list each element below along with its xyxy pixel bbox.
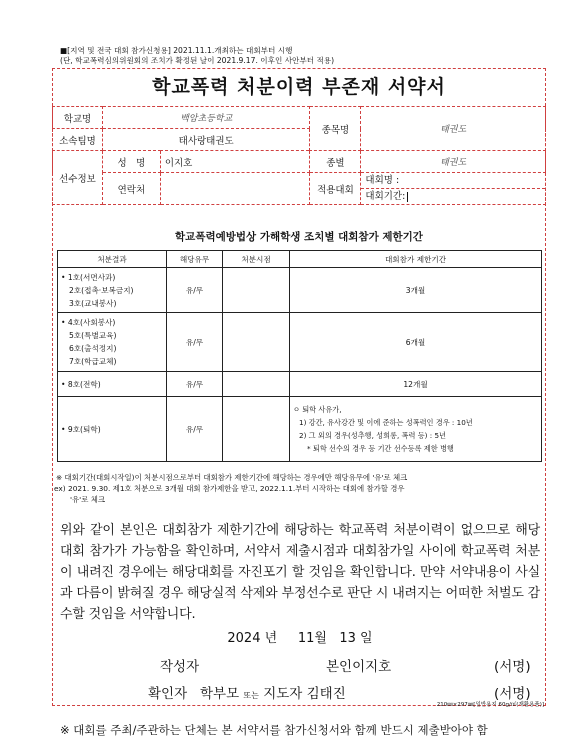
- result-item: 5호(특별교육): [69, 331, 117, 340]
- date-day-unit: 일: [360, 631, 373, 646]
- confirmer-role-coach: 지도자: [263, 686, 303, 702]
- date-year[interactable]: 2024: [227, 631, 261, 646]
- competition-label: 적용대회: [310, 173, 361, 205]
- result-cell: [58, 397, 167, 462]
- result-item: • 9호(퇴학): [61, 424, 101, 434]
- school-label: 학교명: [53, 107, 103, 129]
- competition-cell: [361, 173, 546, 205]
- restriction-table: [57, 250, 542, 462]
- writer-sign-mark: (서명): [494, 659, 531, 675]
- expulsion-line: 2) 그 외의 경우(성추행, 성희롱, 폭력 등) : 5년: [299, 431, 446, 440]
- table-row: [58, 372, 542, 397]
- event-value[interactable]: 태권도: [361, 107, 546, 151]
- time-cell[interactable]: [223, 372, 290, 397]
- expulsion-line: ㅇ 퇴학 사유가,: [293, 405, 342, 414]
- name-label: 성 명: [102, 151, 160, 173]
- time-cell[interactable]: [223, 397, 290, 462]
- category-value[interactable]: 태권도: [361, 151, 546, 173]
- result-item: 7호(학급교체): [69, 357, 117, 366]
- final-note: ※ 대회를 주최/주관하는 단체는 본 서약서를 참가신청서와 함께 반드시 제출받아야 함: [60, 723, 488, 737]
- info-table: [52, 106, 546, 205]
- limit-cell: 12개월: [290, 372, 542, 397]
- expulsion-line: * 퇴학 선수의 경우 등 기간 선수등록 제한 병행: [307, 444, 454, 453]
- table-row: [58, 268, 542, 313]
- pledge-text: 위와 같이 본인은 대회참가 제한기간에 해당하는 학교폭력 처분이력이 없으므로 해당 대회 참가가 가능함을 확인하며, 서약서 제출시점과 대회참가일 사이에 학교폭력 처분이 내려진 경우에는 해당대회를 자진포기 할 것임을 확인합니다. 만약 서약내용이 사실과 다름이 밝혀질 경우 해당실적 삭제와 부정선수로 판단 시 내려지는 어떠한 처벌도 감수할 것임을 서약합니다.: [60, 523, 540, 622]
- team-value[interactable]: 태사랑태권도: [102, 129, 310, 151]
- writer-role: 본인: [326, 659, 353, 675]
- confirmer-sign-mark: (서명): [494, 686, 531, 702]
- writer-label: 작성자: [160, 659, 200, 675]
- header-time: 처분시점: [223, 251, 290, 268]
- result-cell: [58, 313, 167, 372]
- date-month[interactable]: 11월: [297, 631, 327, 646]
- applicable-cell[interactable]: 유/무: [167, 268, 223, 313]
- competition-name-label[interactable]: 대회명 :: [361, 173, 545, 189]
- table-row: [58, 313, 542, 372]
- text-cursor: [407, 192, 408, 202]
- header-limit: 대회참가 제한기간: [290, 251, 542, 268]
- paper-spec: 210㎜×297㎜[일반용지 60g/㎡(재활용품)]: [436, 702, 544, 708]
- writer-signature[interactable]: [326, 655, 391, 675]
- page-title: 학교폭력 처분이력 부존재 서약서: [152, 76, 446, 98]
- table-row: [58, 397, 542, 462]
- competition-period-label: 대회기간:: [365, 191, 406, 202]
- time-cell[interactable]: [223, 313, 290, 372]
- team-label: 소속팀명: [53, 129, 103, 151]
- time-cell[interactable]: [223, 268, 290, 313]
- header-result: 처분결과: [58, 251, 167, 268]
- name-value[interactable]: 이지호: [160, 151, 310, 173]
- school-value[interactable]: 백암초등학교: [102, 107, 310, 129]
- expulsion-line: 1) 강간, 유사강간 및 이에 준하는 성폭력인 경우 : 10년: [299, 418, 473, 427]
- contact-value[interactable]: [160, 173, 310, 205]
- date-day[interactable]: 13: [339, 631, 356, 646]
- result-cell: [58, 268, 167, 313]
- confirmer-or: 또는: [243, 691, 259, 700]
- athlete-label: 선수정보: [53, 151, 103, 205]
- result-item: 6호(출석정지): [69, 344, 117, 353]
- result-item: • 1호(서면사과): [61, 272, 116, 282]
- limit-cell: 6개월: [290, 313, 542, 372]
- applicable-cell[interactable]: 유/무: [167, 372, 223, 397]
- confirmer-role-parent: 학부모: [200, 686, 240, 702]
- confirmer-name: 김태진: [306, 686, 346, 702]
- footnote-line-3: '유'로 체크: [70, 495, 105, 504]
- competition-period-row[interactable]: [361, 189, 545, 204]
- applicable-cell[interactable]: 유/무: [167, 397, 223, 462]
- notice-line-1: ■[지역 및 전국 대회 참가신청용] 2021.11.1.개최하는 대회부터 시행: [60, 46, 293, 55]
- header-applicable: 해당유무: [167, 251, 223, 268]
- notice-line-2: (단, 학교폭력심의위원회의 조치가 확정된 날이 2021.9.17. 이후인 사안부터 적용): [60, 56, 335, 65]
- result-item: 3호(교내봉사): [69, 298, 117, 308]
- result-item: • 4호(사회봉사): [61, 318, 116, 327]
- result-item: 2호(접촉·보복금지): [69, 285, 134, 295]
- confirmer-label: 확인자: [148, 686, 188, 702]
- event-label: 종목명: [310, 107, 361, 151]
- pledge-date: [60, 627, 540, 646]
- applicable-cell[interactable]: 유/무: [167, 313, 223, 372]
- writer-name: 이지호: [352, 659, 392, 675]
- category-label: 종별: [310, 151, 361, 173]
- result-item: • 8호(전학): [61, 379, 101, 389]
- contact-label: 연락처: [102, 173, 160, 205]
- result-cell: [58, 372, 167, 397]
- limit-cell: 3개월: [290, 268, 542, 313]
- date-year-unit: 년: [264, 631, 278, 646]
- footnote-line-1: ※ 대회기간(대회시작일)이 처분시점으로부터 대회참가 제한기간에 해당하는 경우에만 해당유무에 '유'로 체크: [56, 473, 408, 482]
- confirmer-signature[interactable]: [148, 682, 346, 702]
- restriction-subtitle: 학교폭력예방법상 가해학생 조치별 대회참가 제한기간: [175, 231, 423, 243]
- expulsion-cell: [290, 397, 542, 462]
- footnote-line-2: ex) 2021. 9.30. 제1호 처분으로 3개월 대회 참가제한을 받고, 2022.1.1.부터 시작하는 대회에 참가할 경우: [54, 484, 405, 493]
